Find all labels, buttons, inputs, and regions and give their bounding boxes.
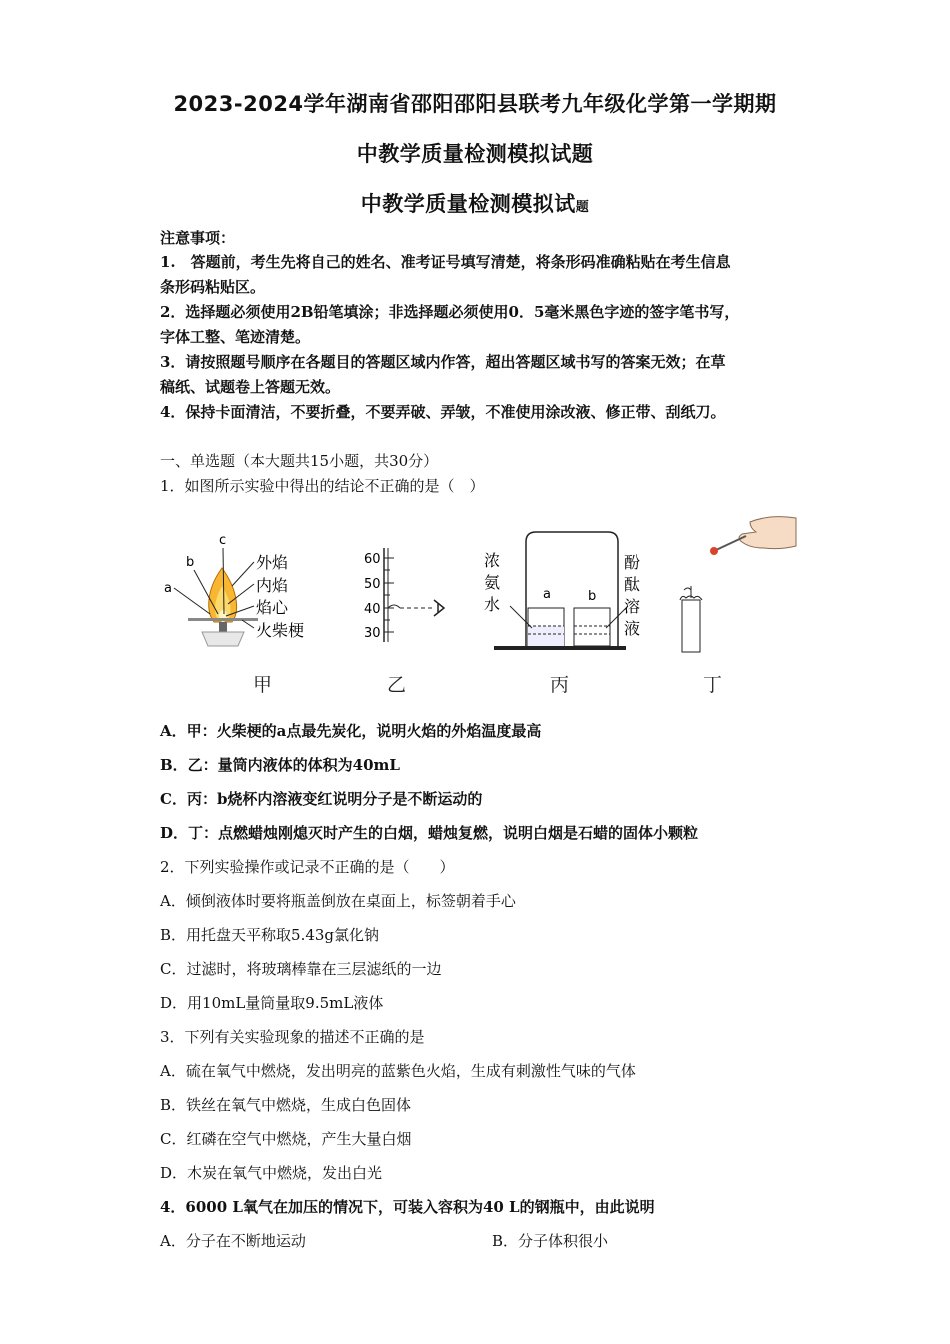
reagent-right-4: 液 <box>624 619 641 638</box>
q3-option-b: B．铁丝在氧气中燃烧，生成白色固体 <box>160 1096 412 1114</box>
point-label-a: a <box>164 581 172 596</box>
page-title-line2: 中教学质量检测模拟试题 <box>356 142 594 166</box>
candle <box>682 600 700 652</box>
panel-label-yi: 乙 <box>387 674 407 696</box>
question-4-stem: 4．6000 L氧气在加压的情况下，可装入容积为40 L的钢瓶中，由此说明 <box>160 1198 655 1216</box>
experiment-figure <box>150 510 810 670</box>
tick-60: 60 <box>364 552 381 567</box>
pointer-outer <box>232 562 254 586</box>
tick-50: 50 <box>364 577 381 592</box>
flame-label-stick: 火柴梗 <box>256 621 305 640</box>
panel-label-bing: 丙 <box>550 674 570 696</box>
measuring-cylinder <box>364 548 444 642</box>
question-2-stem: 2．下列实验操作或记录不正确的是（ ） <box>160 858 455 876</box>
panel-label-ding: 丁 <box>703 674 723 696</box>
tick-40: 40 <box>364 602 381 617</box>
notice-line: 1. 答题前，考生先将自己的姓名、准考证号填写清楚，将条形码准确粘贴在考生信息 <box>160 253 731 271</box>
q3-option-c: C．红磷在空气中燃烧，产生大量白烟 <box>160 1130 412 1148</box>
title-line3-tail: 题 <box>575 200 590 215</box>
reagent-left-2: 氨 <box>484 573 501 592</box>
q1-option-c: C．丙：b烧杯内溶液变红说明分子是不断运动的 <box>160 790 483 808</box>
title-line3-main: 中教学质量检测模拟试 <box>360 192 576 216</box>
hand <box>739 517 796 549</box>
candle-experiment <box>680 517 796 652</box>
question-3-stem: 3．下列有关实验现象的描述不正确的是 <box>160 1028 425 1046</box>
panel-label-jia: 甲 <box>253 674 273 696</box>
tick-30: 30 <box>364 626 381 641</box>
notice-line: 字体工整、笔迹清楚。 <box>160 328 311 346</box>
notice-heading: 注意事项： <box>160 229 236 247</box>
point-label-b: b <box>186 555 195 570</box>
reagent-left-1: 浓 <box>484 551 501 570</box>
reagent-right-3: 溶 <box>624 597 641 616</box>
flame-label-core: 焰心 <box>256 598 289 617</box>
notice-line: 4．保持卡面清洁，不要折叠，不要弄破、弄皱，不准使用涂改液、修正带、刮纸刀。 <box>160 403 726 421</box>
lamp-wick <box>219 622 227 632</box>
notice-line: 3．请按照题号顺序在各题目的答题区域内作答，超出答题区域书写的答案无效；在草 <box>160 353 726 371</box>
pointer-stick <box>242 620 254 628</box>
q2-option-c: C．过滤时，将玻璃棒靠在三层滤纸的一边 <box>160 960 442 978</box>
flame-label-inner: 内焰 <box>256 576 289 595</box>
point-label-c: c <box>219 533 227 548</box>
eye-icon <box>434 600 444 616</box>
match-head <box>710 547 718 555</box>
flame-label-outer: 外焰 <box>256 553 289 572</box>
q1-option-b: B．乙：量筒内液体的体积为40mL <box>160 756 400 774</box>
q2-option-d: D．用10mL量筒量取9.5mL液体 <box>160 994 384 1012</box>
q1-option-a: A．甲：火柴梗的a点最先炭化，说明火焰的外焰温度最高 <box>160 722 542 740</box>
beaker-b <box>574 608 610 646</box>
reagent-right-2: 酞 <box>624 575 641 594</box>
alcohol-lamp <box>202 632 244 646</box>
bell-jar-experiment <box>484 532 640 650</box>
question-1-stem: 1．如图所示实验中得出的结论不正确的是（ ） <box>160 477 485 495</box>
notice-line: 稿纸、试题卷上答题无效。 <box>160 378 341 396</box>
q1-option-d: D．丁：点燃蜡烛刚熄灭时产生的白烟，蜡烛复燃，说明白烟是石蜡的固体小颗粒 <box>160 824 699 842</box>
flame-diagram <box>164 533 304 646</box>
beaker-label-a: a <box>543 587 551 602</box>
notice-line: 2．选择题必须使用2B铅笔填涂；非选择题必须使用0．5毫米黑色字迹的签字笔书写， <box>160 303 740 321</box>
q3-option-d: D．木炭在氧气中燃烧，发出白光 <box>160 1164 383 1182</box>
section-heading: 一、单选题（本大题共15小题，共30分） <box>160 452 439 470</box>
q2-option-a: A．倾倒液体时要将瓶盖倒放在桌面上，标签朝着手心 <box>160 892 516 910</box>
matchstick <box>188 618 258 621</box>
q4-option-a: A．分子在不断地运动 <box>160 1232 306 1250</box>
beaker-label-b: b <box>588 589 597 604</box>
notice-line: 条形码粘贴区。 <box>160 278 266 296</box>
q3-option-a: A．硫在氧气中燃烧，发出明亮的蓝紫色火焰，生成有刺激性气味的气体 <box>160 1062 636 1080</box>
q2-option-b: B．用托盘天平称取5.43g氯化钠 <box>160 926 380 944</box>
page-title-line1: 2023-2024学年湖南省邵阳邵阳县联考九年级化学第一学期期 <box>173 92 777 116</box>
reagent-left-3: 水 <box>484 595 501 614</box>
page-title-line3 <box>0 188 950 218</box>
q4-option-b: B．分子体积很小 <box>492 1232 609 1250</box>
match <box>716 536 746 550</box>
pointer-a <box>174 588 210 614</box>
reagent-right-1: 酚 <box>624 553 641 572</box>
